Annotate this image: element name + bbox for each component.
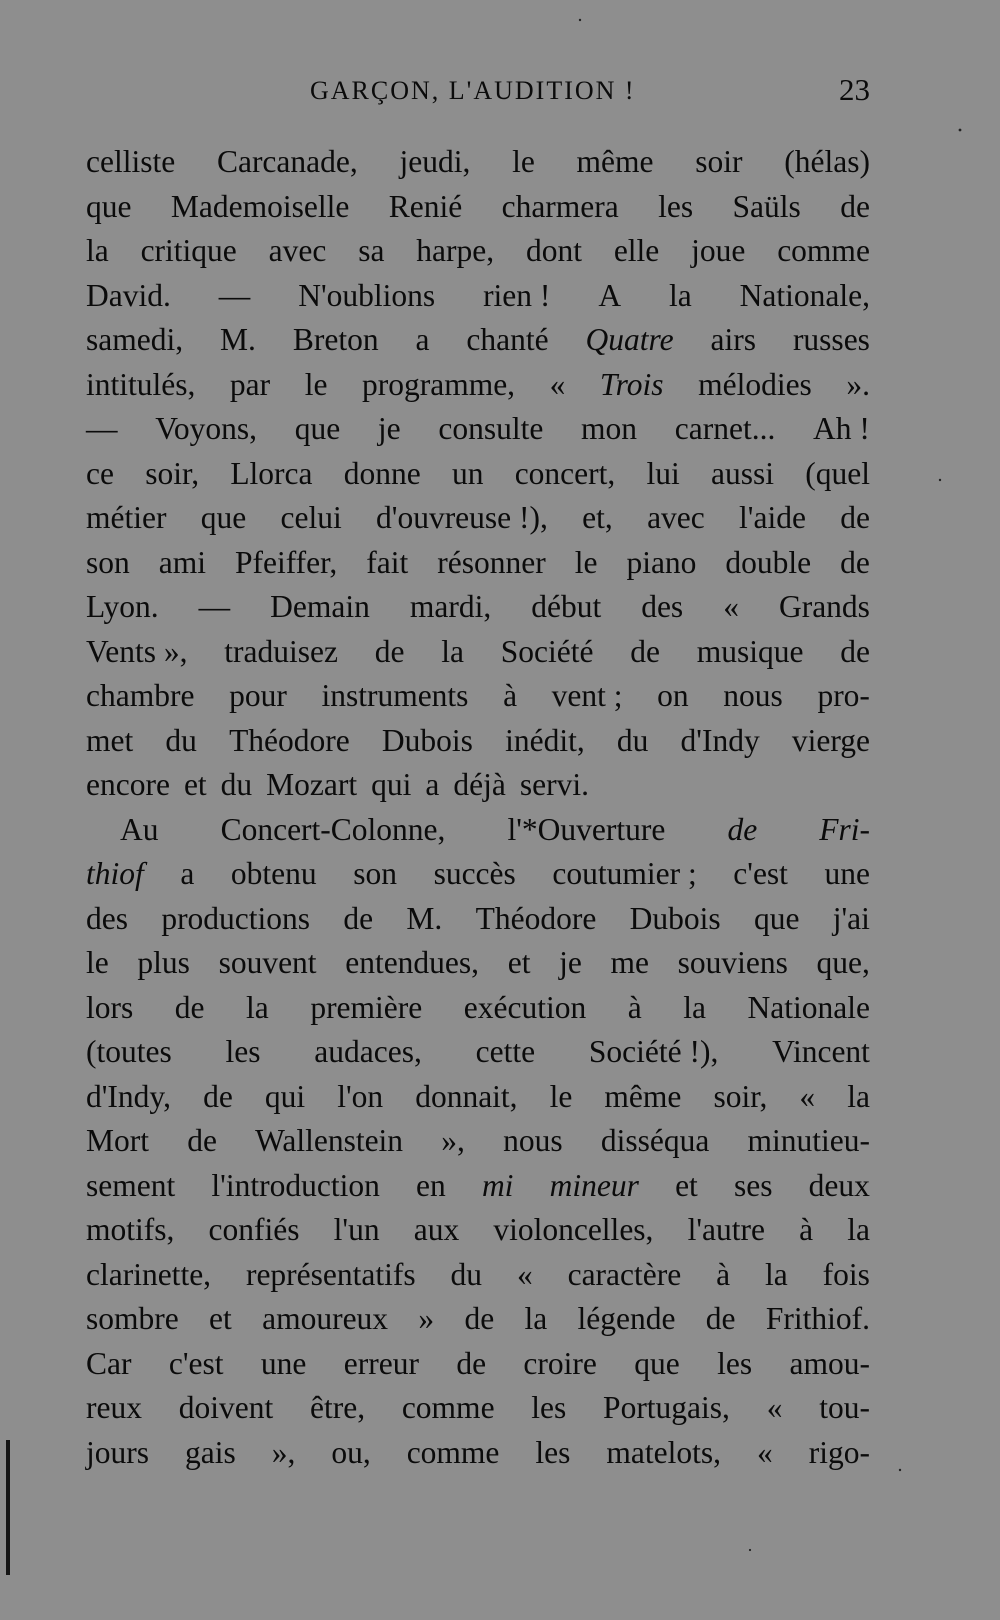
word: de (705, 1301, 736, 1336)
word: lui (646, 455, 680, 491)
word: — (218, 277, 251, 313)
word: le (574, 544, 598, 580)
word: matelots, (606, 1434, 721, 1470)
word: un (451, 455, 484, 491)
word: même (604, 1078, 682, 1114)
word: de (187, 1123, 217, 1158)
word: soir (695, 144, 743, 179)
word: et, (582, 500, 613, 535)
word: à (503, 678, 518, 713)
word: avec (268, 233, 327, 268)
word: les (531, 1390, 567, 1425)
word: Mademoiselle (170, 188, 350, 224)
word: déjà (453, 767, 506, 802)
word: soir, (713, 1078, 768, 1114)
word: souvent (218, 945, 317, 980)
word: productions (161, 900, 311, 936)
word: « (766, 1390, 783, 1425)
word: M. (406, 900, 443, 936)
word: le (512, 144, 535, 179)
word: la (86, 233, 109, 268)
text-line (86, 496, 870, 541)
text-line (86, 1431, 870, 1476)
word: à (799, 1212, 814, 1247)
word: sombre (86, 1301, 179, 1336)
word: lors (86, 989, 134, 1025)
word: chambre (86, 678, 195, 713)
word: la (669, 277, 692, 313)
word: ses (733, 1167, 773, 1203)
word: à (716, 1256, 731, 1292)
text-line (86, 229, 870, 274)
word: Pfeiffer, (235, 544, 338, 580)
text-line (86, 674, 870, 719)
word: Carcanade, (216, 144, 358, 179)
word: « (516, 1256, 533, 1292)
word: Mort (86, 1123, 149, 1158)
word: Quatre (585, 322, 674, 357)
word: — (86, 411, 118, 446)
word: mardi, (409, 589, 492, 624)
word: les (658, 188, 694, 224)
word: les (535, 1434, 571, 1470)
word: à (627, 989, 642, 1025)
word: — (198, 589, 231, 624)
word: (quel (805, 455, 870, 491)
word: première (310, 989, 423, 1025)
word: que (294, 411, 341, 446)
text-line (86, 1119, 870, 1164)
word: Saüls (732, 188, 801, 224)
text-line (86, 318, 870, 363)
word: Dubois (629, 900, 721, 936)
word: motifs, (86, 1212, 175, 1247)
word: l'*Ouverture (507, 811, 666, 847)
word: carnet... (674, 411, 776, 446)
word: une (260, 1345, 307, 1381)
word: Lyon. (86, 589, 159, 624)
word: et (183, 767, 207, 802)
word: Car (86, 1345, 132, 1381)
word: les (225, 1034, 261, 1069)
word: a (415, 322, 430, 357)
word: même (576, 144, 654, 179)
word: ce (86, 455, 114, 491)
word: que, (816, 945, 870, 980)
word: celui (280, 500, 342, 535)
word: disséqua (600, 1123, 710, 1158)
word: elle (613, 233, 660, 268)
word: A (598, 277, 622, 313)
word: coutumier ; (552, 856, 697, 891)
word: jours (86, 1434, 149, 1470)
word: a (425, 767, 440, 802)
word: une (824, 856, 870, 891)
word: l'introduction (211, 1167, 380, 1203)
text-line (86, 1386, 870, 1431)
word: souviens (677, 945, 788, 980)
word: Dubois (381, 722, 473, 758)
word: tou- (819, 1390, 870, 1425)
word: je (559, 945, 582, 980)
word: Mozart (266, 767, 358, 802)
word: mineur (549, 1167, 639, 1203)
word: celliste (86, 144, 176, 179)
word: violoncelles, (493, 1212, 654, 1247)
word: chanté (466, 322, 549, 357)
word: sement (86, 1167, 176, 1203)
word: de (374, 633, 405, 669)
word: comme (406, 1434, 500, 1470)
body-text (86, 140, 870, 1475)
word: soir, (145, 455, 200, 491)
word: mi (481, 1167, 514, 1203)
word: dont (525, 233, 582, 268)
word: d'Indy, (86, 1078, 171, 1114)
text-line (86, 274, 870, 319)
word: Au (120, 811, 159, 847)
word: le (304, 366, 328, 402)
word: l'aide (739, 500, 806, 535)
word: du (165, 722, 197, 758)
word: amou- (789, 1345, 870, 1381)
word: l'un (333, 1212, 380, 1247)
word: de (174, 989, 205, 1025)
word: deux (808, 1167, 870, 1203)
word: des (86, 900, 128, 936)
word: que (753, 900, 800, 936)
word: pro- (817, 678, 870, 713)
word: Nationale, (739, 277, 870, 313)
text-line (86, 630, 870, 675)
word: qui (371, 767, 412, 802)
word: « (549, 366, 566, 402)
word: du (450, 1256, 483, 1292)
word: cette (475, 1034, 536, 1069)
word: succès (433, 856, 516, 891)
word: le (549, 1078, 573, 1114)
word: Frithiof. (765, 1301, 870, 1336)
word: l'autre (687, 1212, 765, 1247)
word: représentatifs (245, 1256, 416, 1292)
word: met (86, 722, 134, 758)
word: Portugais, (603, 1390, 730, 1425)
word: Concert-Colonne, (220, 811, 446, 847)
word: le (86, 945, 109, 980)
word: la (765, 1256, 788, 1292)
word: gais (184, 1434, 236, 1470)
word: croire (523, 1345, 597, 1381)
word: ami (158, 544, 207, 580)
word: la (524, 1301, 548, 1336)
word: mélodies (698, 366, 812, 402)
word: les (717, 1345, 753, 1381)
word: Trois (599, 366, 664, 402)
word: Société !), (588, 1034, 719, 1069)
word: Ah ! (813, 411, 870, 446)
word: », (271, 1434, 296, 1470)
text-line (86, 1208, 870, 1253)
scan-edge-mark (6, 1440, 10, 1575)
word: son (353, 856, 397, 891)
word: aux (413, 1212, 460, 1247)
word: joue (691, 233, 746, 268)
text-line (86, 585, 870, 630)
word: la (847, 1212, 870, 1247)
word: et (675, 1167, 698, 1203)
word: musique (696, 633, 804, 669)
word: sa (358, 233, 385, 268)
word: de (840, 500, 870, 535)
word: audaces, (314, 1034, 422, 1069)
word: fait (366, 544, 409, 580)
word: donnait, (415, 1078, 518, 1114)
text-line (86, 719, 870, 764)
text-line (86, 541, 870, 586)
word: Nationale (747, 989, 870, 1025)
word: d'ouvreuse !), (376, 500, 548, 535)
word: encore (86, 767, 170, 802)
word: nous (503, 1123, 563, 1158)
word: jeudi, (399, 144, 471, 179)
word: de (630, 633, 660, 669)
word: « (756, 1434, 773, 1470)
running-head: GARÇON, L'AUDITION ! (310, 76, 636, 105)
text-line (86, 986, 870, 1031)
word: N'oublions (298, 277, 436, 313)
word: M. (220, 322, 256, 357)
word: c'est (733, 856, 788, 891)
word: qui (264, 1078, 306, 1114)
word: du (220, 767, 253, 802)
word: Fri- (819, 811, 870, 847)
word: rien ! (483, 277, 551, 313)
text-line (86, 1075, 870, 1120)
word: rigo- (808, 1434, 870, 1470)
text-line (86, 763, 870, 808)
text-line (86, 808, 870, 853)
word: minutieu- (747, 1123, 870, 1158)
word: Vents », (86, 633, 188, 669)
word: obtenu (230, 856, 317, 891)
word: c'est (168, 1345, 224, 1381)
page-number: 23 (839, 72, 870, 107)
word: Théodore (475, 900, 597, 936)
word: avec (647, 500, 705, 535)
word: début (531, 589, 602, 624)
word: intitulés, (86, 366, 196, 402)
word: Société (500, 633, 594, 669)
word: thiof (86, 856, 144, 891)
word: traduisez (224, 633, 338, 669)
text-line (86, 140, 870, 185)
word: de (343, 900, 374, 936)
word: et (209, 1301, 232, 1336)
word: entendues, (345, 945, 480, 980)
word: confiés (208, 1212, 300, 1247)
word: de (456, 1345, 487, 1381)
word: charmera (501, 188, 619, 224)
word: Llorca (230, 455, 313, 491)
word: » (418, 1301, 435, 1336)
word: Voyons, (155, 411, 258, 446)
word: de (840, 188, 870, 224)
word: exécution (463, 989, 587, 1025)
word: résonner (437, 544, 546, 580)
word: de (464, 1301, 495, 1336)
word: « (723, 589, 739, 624)
word: Renié (388, 188, 463, 224)
text-line (86, 1253, 870, 1298)
word: de (727, 811, 758, 847)
word: samedi, (86, 322, 184, 357)
word: comme (401, 1390, 495, 1425)
word: reux (86, 1390, 142, 1425)
text-line (86, 363, 870, 408)
word: j'ai (832, 900, 870, 936)
word: et (507, 945, 531, 980)
word: de (840, 544, 870, 580)
word: Vincent (772, 1034, 870, 1069)
word: mon (581, 411, 638, 446)
word: que (86, 188, 132, 224)
word: erreur (343, 1345, 419, 1381)
word: de (203, 1078, 233, 1114)
word: concert, (514, 455, 616, 491)
word: fois (822, 1256, 870, 1292)
word: aussi (711, 455, 774, 491)
text-line (86, 852, 870, 897)
word: des (641, 589, 684, 624)
word: instruments (321, 678, 469, 713)
word: la (683, 989, 707, 1025)
text-line (86, 407, 870, 452)
text-line (86, 1297, 870, 1342)
word: Demain (270, 589, 370, 624)
word: métier (86, 500, 167, 535)
text-line (86, 941, 870, 986)
word: d'Indy (680, 722, 760, 758)
word: nous (723, 678, 783, 713)
word: vierge (791, 722, 870, 758)
word: a (180, 856, 195, 891)
page-header (86, 72, 870, 116)
word: légende (577, 1301, 676, 1336)
word: la (847, 1078, 870, 1114)
text-line (86, 1342, 870, 1387)
word: son (86, 544, 130, 580)
word: (toutes (86, 1034, 172, 1069)
word: comme (777, 233, 870, 268)
word: (hélas) (784, 144, 870, 179)
word: Grands (778, 589, 870, 624)
word: consulte (438, 411, 544, 446)
text-line (86, 452, 870, 497)
word: l'on (337, 1078, 384, 1114)
word: Wallenstein (255, 1123, 404, 1158)
word: Breton (292, 322, 379, 357)
word: « (799, 1078, 816, 1114)
word: être, (309, 1390, 366, 1425)
word: double (725, 544, 812, 580)
word: amoureux (262, 1301, 389, 1336)
word: inédit, (505, 722, 585, 758)
word: Théodore (229, 722, 350, 758)
word: de (840, 633, 870, 669)
word: du (616, 722, 649, 758)
word: on (657, 678, 689, 713)
word: harpe, (416, 233, 495, 268)
word: que (200, 500, 247, 535)
word: la (246, 989, 269, 1025)
word: ». (846, 366, 870, 402)
word: que (634, 1345, 680, 1381)
text-line (86, 897, 870, 942)
word: critique (140, 233, 237, 268)
word: programme, (361, 366, 516, 402)
word: en (416, 1167, 446, 1203)
word: par (229, 366, 271, 402)
word: me (610, 945, 649, 980)
word: ou, (331, 1434, 371, 1470)
text-line (86, 1030, 870, 1075)
word: piano (626, 544, 697, 580)
word: vent ; (551, 678, 623, 713)
text-line (86, 185, 870, 230)
word: David. (86, 277, 171, 313)
word: servi. (519, 767, 589, 802)
word: je (377, 411, 401, 446)
word: airs (710, 322, 757, 357)
word: russes (792, 322, 870, 357)
word: la (441, 633, 464, 669)
word: caractère (567, 1256, 682, 1292)
word: pour (229, 678, 287, 713)
word: plus (137, 945, 190, 980)
word: doivent (178, 1390, 274, 1425)
word: clarinette, (86, 1256, 212, 1292)
text-line (86, 1164, 870, 1209)
word: », (441, 1123, 465, 1158)
word: donne (343, 455, 421, 491)
